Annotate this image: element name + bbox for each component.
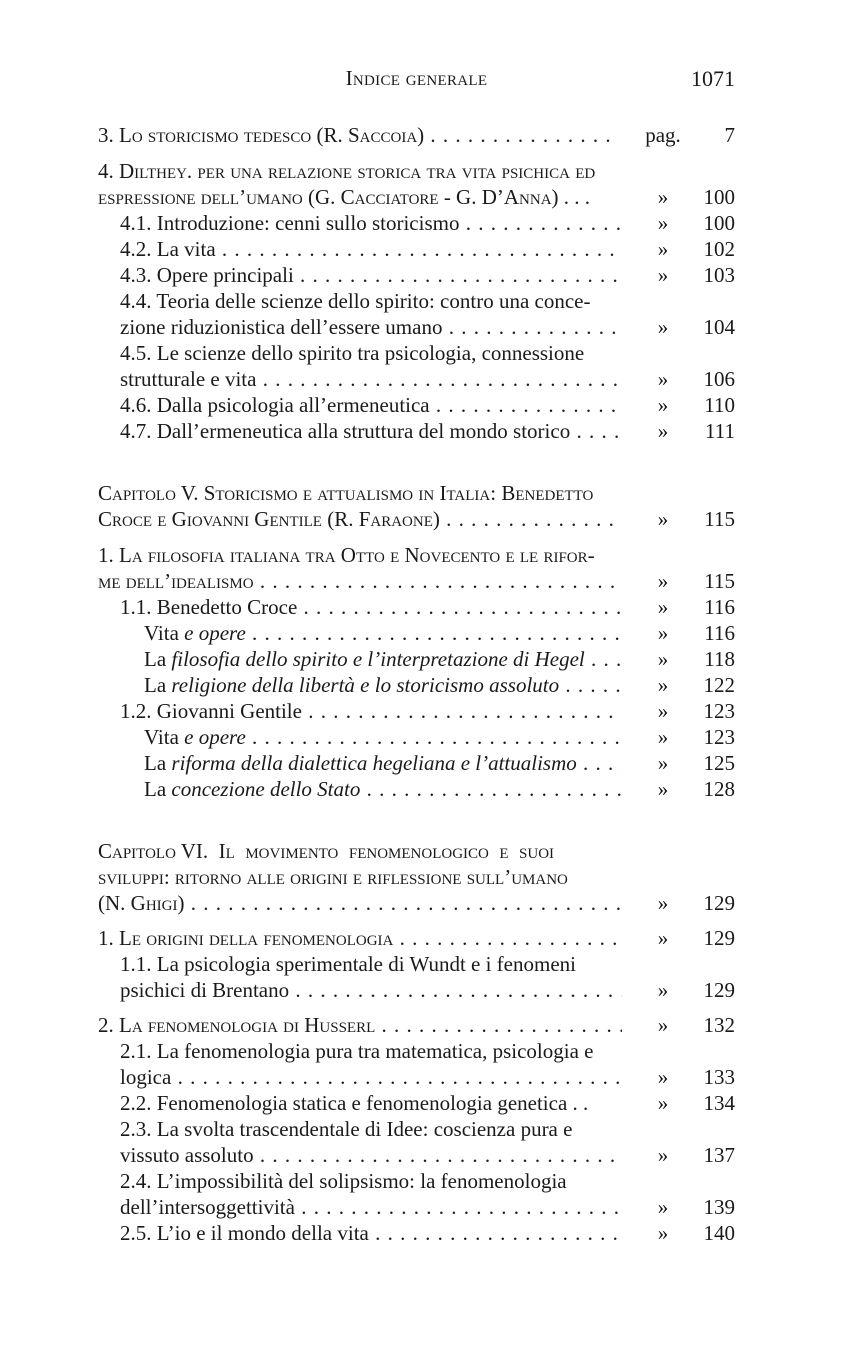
toc-entry-title: 4.1. Introduzione: cenni sullo storicismo . . . bbox=[120, 210, 622, 236]
toc-ditto-mark: » bbox=[657, 237, 669, 261]
toc-entry bbox=[98, 1090, 735, 1116]
toc-entry-title: 1.2. Giovanni Gentile . . . bbox=[120, 698, 622, 724]
toc-entry-title: La concezione dello Stato . . . bbox=[144, 776, 622, 802]
toc-entry bbox=[98, 1142, 735, 1168]
toc-page-number: 115 bbox=[704, 507, 735, 531]
toc-ditto-mark: » bbox=[657, 891, 669, 915]
toc-page-number: 123 bbox=[703, 725, 735, 749]
toc-entry-title: 4.5. Le scienze dello spirito tra psicologia, connessione bbox=[120, 341, 585, 365]
toc-entry bbox=[98, 698, 735, 724]
toc-page-number: 110 bbox=[704, 393, 735, 417]
toc-ditto-mark: » bbox=[657, 569, 669, 593]
running-head bbox=[98, 66, 735, 96]
toc-ditto-mark: » bbox=[657, 1091, 669, 1115]
toc-page-number: 122 bbox=[703, 673, 735, 697]
toc-page-number: 116 bbox=[704, 595, 735, 619]
toc-entry-line bbox=[98, 340, 735, 366]
toc-entry-title: La riforma della dialettica hegeliana e l’attualismo . . . bbox=[144, 750, 622, 776]
toc-entry bbox=[98, 392, 735, 418]
toc-entry-title: 2.5. L’io e il mondo della vita . . . bbox=[120, 1220, 622, 1246]
toc-entry bbox=[98, 672, 735, 698]
toc-page-number: 115 bbox=[704, 569, 735, 593]
toc-page-number: 129 bbox=[703, 978, 735, 1002]
toc-entry-title: vissuto assoluto . . . bbox=[120, 1142, 622, 1168]
toc-entry bbox=[98, 724, 735, 750]
toc-ditto-mark: » bbox=[657, 673, 669, 697]
toc-page-number: 7 bbox=[724, 123, 735, 147]
toc-entry-line bbox=[98, 1038, 735, 1064]
toc-entry-title: 1. Le origini della fenomenologia . . . bbox=[98, 925, 622, 951]
toc-ditto-mark: » bbox=[657, 1143, 669, 1167]
toc-entry-title: La religione della libertà e lo storicismo assoluto . . . bbox=[144, 672, 622, 698]
toc-page-number: 103 bbox=[703, 263, 735, 287]
toc-ditto-mark: » bbox=[657, 263, 669, 287]
toc-entry bbox=[98, 366, 735, 392]
toc-ditto-mark: » bbox=[657, 725, 669, 749]
toc-entry-line bbox=[98, 158, 735, 184]
toc-entry bbox=[98, 646, 735, 672]
toc-entry-title: 3. Lo storicismo tedesco (R. Saccoia) . . . bbox=[98, 122, 615, 148]
toc-entry bbox=[98, 750, 735, 776]
toc-page-number: 111 bbox=[705, 419, 735, 443]
toc-entry-title: 4.6. Dalla psicologia all’ermeneutica . . . bbox=[120, 392, 622, 418]
toc-entry-title: strutturale e vita . . . bbox=[120, 366, 622, 392]
toc-ditto-mark: » bbox=[657, 595, 669, 619]
toc-page-number: 140 bbox=[703, 1221, 735, 1245]
toc-entry-title: La filosofia dello spirito e l’interpretazione di Hegel . . . bbox=[144, 646, 622, 672]
toc-entry-title: Vita e opere . . . bbox=[144, 724, 622, 750]
toc-entry-title: 4.2. La vita . . . bbox=[120, 236, 622, 262]
toc-page-number: 118 bbox=[704, 647, 735, 671]
toc-page-number: 129 bbox=[703, 926, 735, 950]
toc-page-number: 137 bbox=[703, 1143, 735, 1167]
chapter-title: Capitolo VI. Il movimento fenomenologico e suoi bbox=[98, 839, 555, 863]
toc-page-number: 100 bbox=[703, 211, 735, 235]
chapter-title: sviluppi: ritorno alle origini e riflessione sull’umano bbox=[98, 865, 568, 889]
toc-ditto-mark: » bbox=[657, 926, 669, 950]
toc-entry-title: 2. La fenomenologia di Husserl . . . bbox=[98, 1012, 622, 1038]
toc-entry-title: dell’intersoggettività . . . bbox=[120, 1194, 622, 1220]
toc-entry bbox=[98, 184, 735, 210]
toc-page-number: 106 bbox=[703, 367, 735, 391]
toc-entry-title: 1.1. Benedetto Croce . . . bbox=[120, 594, 622, 620]
toc-page-number: 134 bbox=[703, 1091, 735, 1115]
toc-entry bbox=[98, 594, 735, 620]
toc-ditto-mark: » bbox=[657, 751, 669, 775]
toc-ditto-mark: » bbox=[657, 185, 669, 209]
toc-page-number: 100 bbox=[703, 185, 735, 209]
toc-entry-title: psichici di Brentano . . . bbox=[120, 977, 622, 1003]
chapter-heading-line bbox=[98, 838, 735, 864]
toc-entry-title: logica . . . bbox=[120, 1064, 622, 1090]
toc-entry-title: 2.4. L’impossibilità del solipsismo: la fenomenologia bbox=[120, 1169, 567, 1193]
toc-ditto-mark: » bbox=[657, 419, 669, 443]
toc-ditto-mark: » bbox=[657, 978, 669, 1002]
toc-page-number: 104 bbox=[703, 315, 735, 339]
chapter-heading-line bbox=[98, 864, 735, 890]
toc-entry bbox=[98, 925, 735, 951]
toc-entry bbox=[98, 1220, 735, 1246]
toc-entry-line bbox=[98, 288, 735, 314]
toc-page-number: 129 bbox=[703, 891, 735, 915]
toc-page-number: 139 bbox=[703, 1195, 735, 1219]
toc-entry-title: 1. La filosofia italiana tra Otto e Novecento e le rifor- bbox=[98, 543, 595, 567]
toc-entry-title: 2.2. Fenomenologia statica e fenomenologia genetica . . bbox=[120, 1091, 589, 1115]
toc-page-number: 133 bbox=[703, 1065, 735, 1089]
chapter-heading-line bbox=[98, 480, 735, 506]
toc-entry-title: Vita e opere . . . bbox=[144, 620, 622, 646]
toc-ditto-mark: » bbox=[657, 393, 669, 417]
running-head-page-number: 1071 bbox=[691, 66, 735, 91]
toc-entry-line bbox=[98, 1168, 735, 1194]
toc-page-number: 116 bbox=[704, 621, 735, 645]
toc-entry-title: 4.7. Dall’ermeneutica alla struttura del mondo storico . . . bbox=[120, 418, 622, 444]
toc-page-number: 132 bbox=[703, 1013, 735, 1037]
toc-ditto-mark: » bbox=[657, 1013, 669, 1037]
toc-ditto-mark: » bbox=[657, 367, 669, 391]
toc-entry-title: me dell’idealismo . . . bbox=[98, 568, 622, 594]
toc-entry bbox=[98, 122, 735, 148]
toc-entry-title: zione riduzionistica dell’essere umano . . . bbox=[120, 314, 622, 340]
toc-entry bbox=[98, 1064, 735, 1090]
toc-entry bbox=[98, 620, 735, 646]
toc-entry bbox=[98, 890, 735, 916]
toc-entry bbox=[98, 418, 735, 444]
toc-ditto-mark: » bbox=[657, 777, 669, 801]
toc-entry bbox=[98, 568, 735, 594]
toc-entry bbox=[98, 236, 735, 262]
toc-entry bbox=[98, 506, 735, 532]
toc-page-number: 128 bbox=[703, 777, 735, 801]
toc-ditto-mark: » bbox=[657, 647, 669, 671]
toc-entry-title: 4. Dilthey. per una relazione storica tra vita psichica ed bbox=[98, 159, 596, 183]
toc-ditto-mark: » bbox=[657, 699, 669, 723]
toc-entry-title: espressione dell’umano (G. Cacciatore - G. D’Anna) . . . bbox=[98, 185, 591, 209]
toc-ditto-mark: » bbox=[657, 621, 669, 645]
toc-entry-line bbox=[98, 1116, 735, 1142]
running-head-title: Indice generale bbox=[345, 66, 488, 90]
toc-ditto-mark: » bbox=[657, 211, 669, 235]
toc-ditto-mark: » bbox=[657, 1065, 669, 1089]
toc-page-number: 123 bbox=[703, 699, 735, 723]
chapter-title: Capitolo V. Storicismo e attualismo in Italia: Benedetto bbox=[98, 481, 594, 505]
toc-page-number: 125 bbox=[703, 751, 735, 775]
toc-entry bbox=[98, 210, 735, 236]
toc-pag-label: pag. bbox=[645, 123, 681, 147]
chapter-title: (N. Ghigi) . . . bbox=[98, 890, 622, 916]
toc-ditto-mark: » bbox=[657, 507, 669, 531]
toc-entry-title: 2.3. La svolta trascendentale di Idee: coscienza pura e bbox=[120, 1117, 573, 1141]
toc-entry-title: 4.3. Opere principali . . . bbox=[120, 262, 622, 288]
toc-entry bbox=[98, 1194, 735, 1220]
toc-entry bbox=[98, 262, 735, 288]
chapter-title: Croce e Giovanni Gentile (R. Faraone) . . . bbox=[98, 506, 622, 532]
toc-entry bbox=[98, 977, 735, 1003]
toc-entry bbox=[98, 1012, 735, 1038]
toc-ditto-mark: » bbox=[657, 315, 669, 339]
toc-ditto-mark: » bbox=[657, 1195, 669, 1219]
toc-entry bbox=[98, 314, 735, 340]
toc-entry-title: 4.4. Teoria delle scienze dello spirito: contro una conce- bbox=[120, 289, 591, 313]
toc-entry bbox=[98, 776, 735, 802]
toc-ditto-mark: » bbox=[657, 1221, 669, 1245]
toc-entry-line bbox=[98, 951, 735, 977]
toc-entry-title: 1.1. La psicologia sperimentale di Wundt e i fenomeni bbox=[120, 952, 576, 976]
toc-entry-line bbox=[98, 542, 735, 568]
toc-entry-title: 2.1. La fenomenologia pura tra matematica, psicologia e bbox=[120, 1039, 594, 1063]
toc-page-number: 102 bbox=[703, 237, 735, 261]
